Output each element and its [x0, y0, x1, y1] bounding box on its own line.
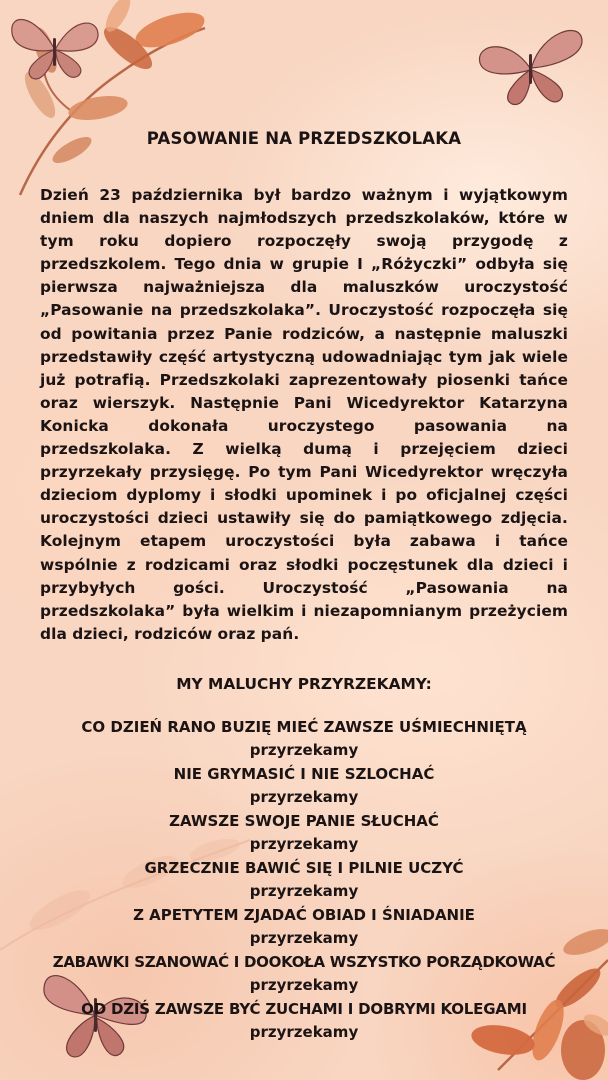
pledge-refrain: przyrzekamy [249, 788, 359, 807]
pledge-refrain: przyrzekamy [249, 929, 359, 948]
pledge-refrain: przyrzekamy [249, 741, 359, 760]
pledge-line: Z APETYTEM ZJADAĆ OBIAD I ŚNIADANIE [133, 905, 475, 924]
pledge-line: OD DZIŚ ZAWSZE BYĆ ZUCHAMI I DOBRYMI KOLEGAMI [81, 999, 527, 1018]
pledge-line: ZAWSZE SWOJE PANIE SŁUCHAĆ [169, 811, 439, 830]
pledge-line: NIE GRYMASIĆ I NIE SZLOCHAĆ [173, 764, 435, 783]
butterfly-icon [4, 8, 104, 88]
pledge-line: CO DZIEŃ RANO BUZIĘ MIEĆ ZAWSZE UŚMIECHNIĘTĄ [81, 717, 527, 736]
pledge-list [40, 716, 568, 1045]
butterfly-icon [470, 18, 590, 113]
pledge-refrain: przyrzekamy [249, 835, 359, 854]
page-title: PASOWANIE NA PRZEDSZKOLAKA [146, 129, 462, 148]
article [40, 120, 568, 1045]
pledge-line: ZABAWKI SZANOWAĆ I DOOKOŁA WSZYSTKO PORZĄDKOWAĆ [52, 952, 556, 971]
article-body: Dzień 23 października był bardzo ważnym i wyjątkowym dniem dla naszych najmłodszych przedszkolaków, które w tym roku dopiero rozpoczęły swoją przygodę z przedszkolem. Tego dnia w grupie I „Różyczki” odbyła się pierwsza najważniejsza dla maluszków uroczystość „Pasowanie na przedszkolaka”. Uroczystość rozpoczęła się od powitania przez Panie rodziców, a następnie maluszki przedstawiły część artystyczną udowadniając tym jak wiele już potrafią. Przedszkolaki zaprezentowały piosenki tańce oraz wierszyk. Następnie Pani Wicedyrektor Katarzyna Konicka dokonała uroczystego pasowania na przedszkolaka. Z wielką dumą i przejęciem dzieci przyrzekały przysięgę. Po tym Pani Wicedyrektor wręczyła dzieciom dyplomy i słodki upominek i po oficjalnej części uroczystości dzieci ustawiły się do pamiątkowego zdjęcia. Kolejnym etapem uroczystości była zabawa i tańce wspólnie z rodzicami oraz słodki poczęstunek dla dzieci i przybyłych gości. Uroczystość „Pasowania na przedszkolaka” była wielkim i niezapomnianym przeżyciem dla dzieci, rodziców oraz pań. [40, 186, 568, 643]
pledge-refrain: przyrzekamy [249, 1023, 359, 1042]
pledge-refrain: przyrzekamy [249, 976, 359, 995]
pledge-refrain: przyrzekamy [249, 882, 359, 901]
pledge-heading: MY MALUCHY PRZYRZEKAMY: [176, 674, 432, 693]
pledge-line: GRZECZNIE BAWIĆ SIĘ I PILNIE UCZYĆ [144, 858, 464, 877]
